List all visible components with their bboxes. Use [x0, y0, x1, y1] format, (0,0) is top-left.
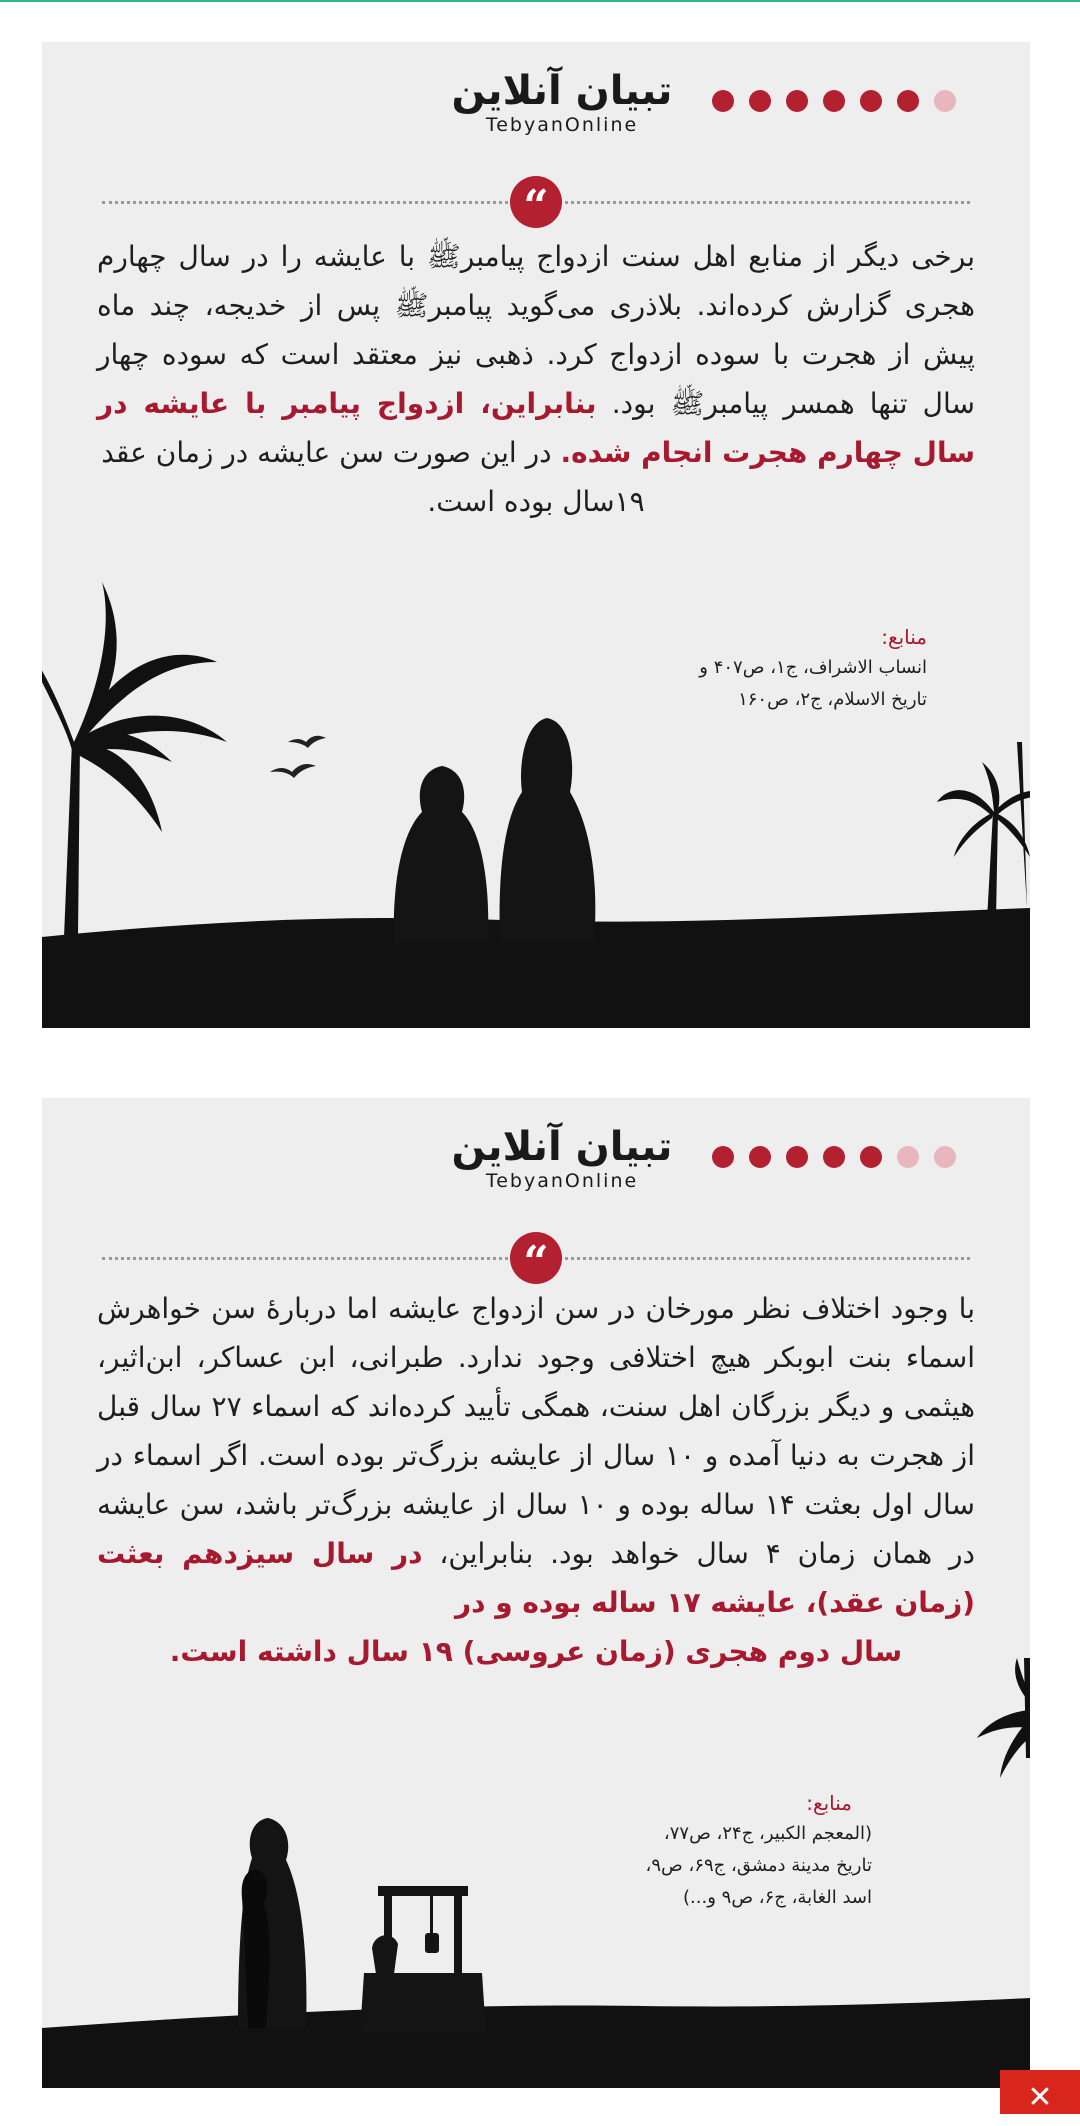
tebyan-logo — [447, 68, 677, 136]
top-divider — [0, 0, 1080, 2]
logo-text-fa: تبیان آنلاین — [451, 1124, 673, 1170]
logo-text-en: TebyanOnline — [485, 114, 639, 136]
close-icon: ✕ — [1027, 2080, 1053, 2115]
logo-text-fa: تبیان آنلاین — [451, 68, 673, 114]
card1-body — [97, 232, 975, 526]
card2-highlight: در سال سیزدهم بعثت (زمان عقد)، عایشه ۱۷ ساله بوده و در — [97, 1537, 975, 1619]
tebyan-logo — [447, 1124, 677, 1192]
source-line: انساب الاشراف، ج۱، ص۴۰۷ و — [699, 657, 927, 678]
quote-icon: “ — [510, 176, 562, 228]
sources-title: منابع: — [806, 1791, 852, 1815]
card1-body-tail: در این صورت سن عایشه در زمان عقد — [101, 436, 552, 469]
sources-title: منابع: — [881, 625, 927, 649]
card1-highlight: بنابراین، ازدواج پیامبر با عایشه در سال چهارم هجرت انجام شده. — [97, 387, 975, 469]
quote-icon: “ — [510, 1232, 562, 1284]
source-line: (المعجم الکبیر، ج۲۴، ص۷۷، — [663, 1823, 872, 1844]
card1-body-last: ۱۹سال بوده است. — [427, 485, 645, 518]
card2-body — [97, 1284, 975, 1676]
card2-highlight-last: سال دوم هجری (زمان عروسی) ۱۹ سال داشته است. — [169, 1635, 903, 1668]
infographic-card-1 — [42, 42, 1030, 1028]
card2-sources — [482, 1788, 872, 1914]
card2-body-text: با وجود اختلاف نظر مورخان در سن ازدواج عایشه اما دربارهٔ سن خواهرش اسماء بنت ابوبکر هیچ اختلافی وجود ندارد. طبرانی، ابن عساکر، ابن‌اثیر، هیثمی و دیگر بزرگان اهل سنت، همگی تأیید کرده‌اند که اسماء ۲۷ سال قبل از هجرت به دنیا آمده و ۱۰ سال از عایشه بزرگ‌تر بوده است. اگر اسماء در سال اول بعثت ۱۴ ساله بوده و ۱۰ سال از عایشه بزرگ‌تر باشد، سن عایشه در همان زمان ۴ سال خواهد بود. بنابراین، — [97, 1292, 975, 1570]
source-line: اسد الغابة، ج۶، ص۹ و...) — [683, 1887, 872, 1908]
card1-sources — [542, 622, 927, 716]
card1-body-text: برخی دیگر از منابع اهل سنت ازدواج پیامبرﷺ با عایشه را در سال چهارم هجری گزارش کرده‌اند. بلاذری می‌گوید پیامبرﷺ پس از خدیجه، چند ماه پیش از هجرت با سوده ازدواج کرد. ذهبی نیز معتقد است که سوده چهار سال تنها همسر پیامبرﷺ بود. — [97, 240, 976, 420]
decorative-dots — [712, 90, 956, 112]
decorative-dots — [712, 1146, 956, 1168]
source-line: تاریخ الاسلام، ج۲، ص۱۶۰ — [738, 689, 927, 710]
infographic-card-2 — [42, 1098, 1030, 2088]
close-button[interactable] — [1000, 2070, 1080, 2114]
source-line: تاریخ مدینة دمشق، ج۶۹، ص۹، — [645, 1855, 872, 1876]
logo-text-en: TebyanOnline — [485, 1170, 639, 1192]
